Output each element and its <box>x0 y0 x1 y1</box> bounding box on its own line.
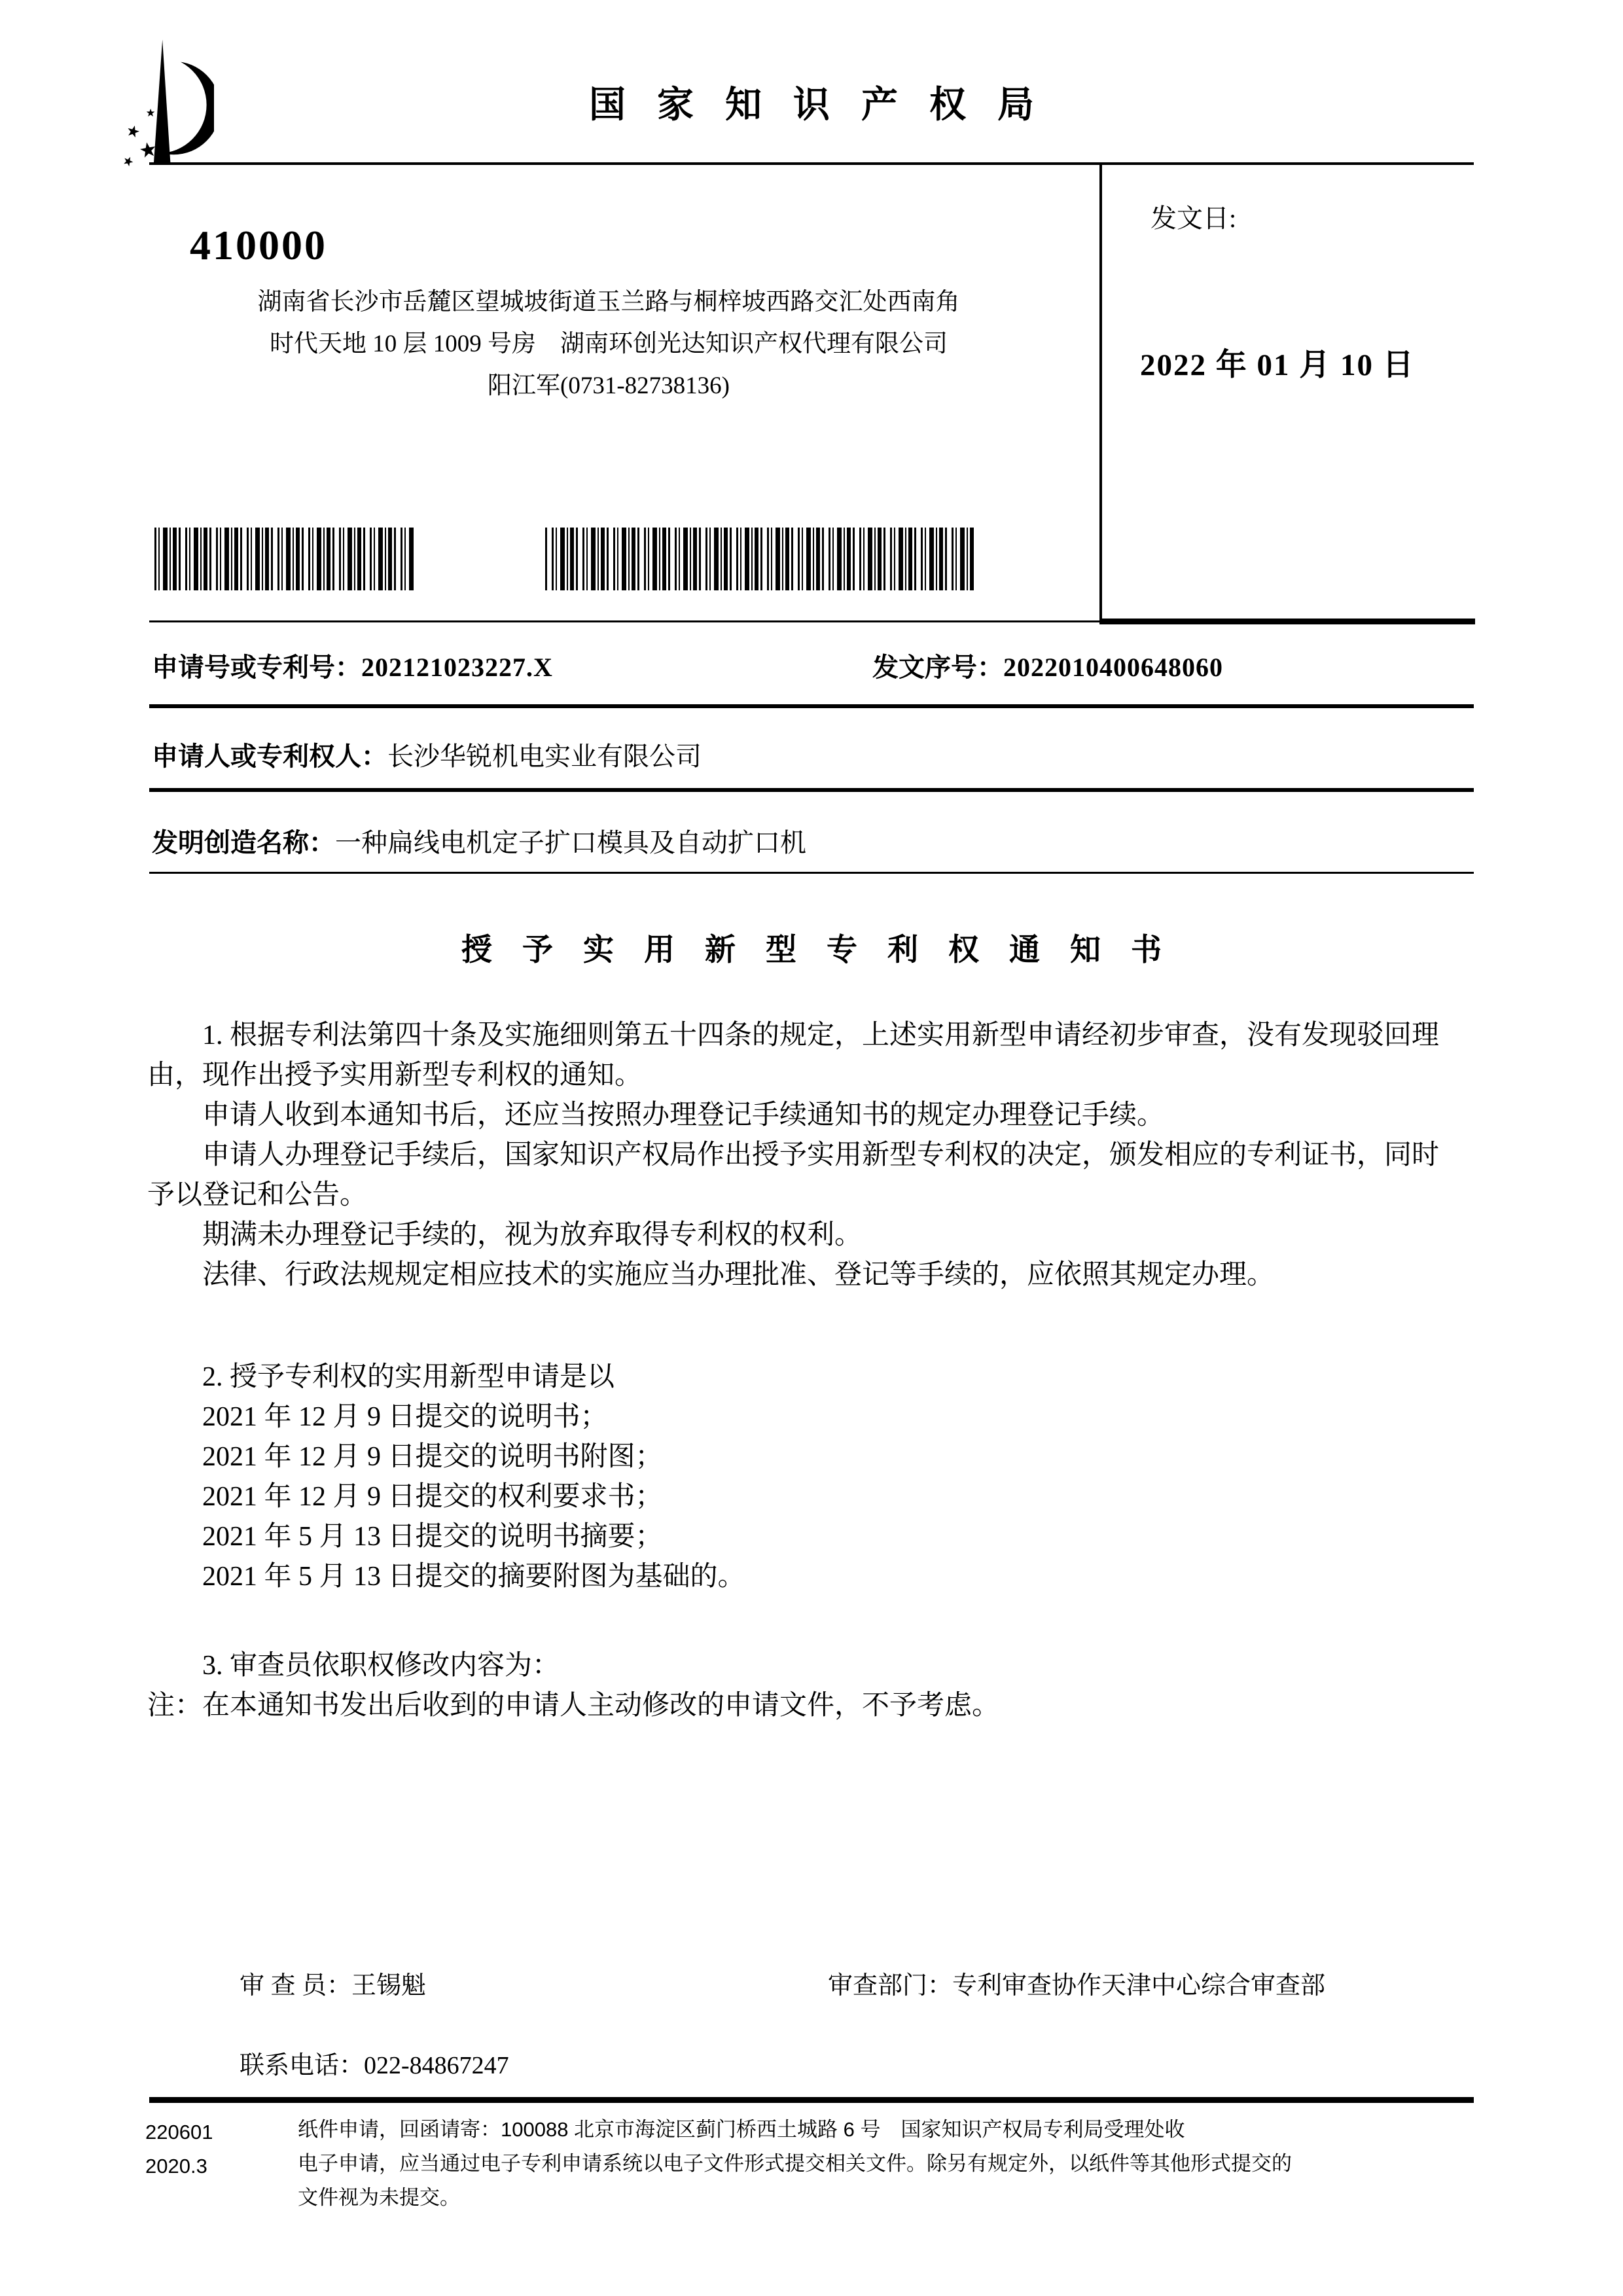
address-line: 阳江军(0731-82738136) <box>488 372 730 399</box>
footer-line: 纸件申请，回函请寄：100088 北京市海淀区蓟门桥西土城路 6 号 国家知识产权局专利局受理处收 <box>298 2118 1185 2141</box>
body-paragraph: 2021 年 12 月 9 日提交的说明书附图； <box>202 1442 663 1472</box>
dispatch-date-label: 发文日: <box>1150 204 1237 233</box>
department-row <box>828 1965 1325 2001</box>
application-number-value: 202121023227.X <box>361 653 553 682</box>
footer-divider <box>149 2097 1474 2103</box>
body-paragraph: 2021 年 5 月 13 日提交的摘要附图为基础的。 <box>202 1562 745 1592</box>
examiner-row <box>240 1965 426 2001</box>
form-codes <box>145 2115 213 2183</box>
contact-phone-value: 022-84867247 <box>364 2052 509 2079</box>
application-number-row <box>152 647 553 684</box>
divider <box>149 620 1099 622</box>
form-code: 220601 <box>145 2121 213 2144</box>
invention-title-value: 一种扁线电机定子扩口模具及自动扩口机 <box>335 828 806 857</box>
application-number-label: 申请号或专利号： <box>152 653 361 682</box>
header-divider <box>149 162 1474 165</box>
divider <box>149 704 1474 708</box>
serial-number-value: 2022010400648060 <box>1003 653 1223 682</box>
dispatch-date-value: 2022 年 01 月 10 日 <box>1140 348 1415 382</box>
notice-title: 授予实用新型专利权通知书 <box>461 933 1192 967</box>
address-line: 时代天地 10 层 1009 号房 湖南环创光达知识产权代理有限公司 <box>270 331 948 357</box>
divider <box>149 872 1474 874</box>
barcode <box>154 528 415 590</box>
body-paragraph: 申请人收到本通知书后，还应当按照办理登记手续通知书的规定办理登记手续。 <box>202 1100 1165 1130</box>
datebox-border <box>1099 162 1102 622</box>
serial-number-row <box>872 647 1223 684</box>
body-paragraph: 1. 根据专利法第四十条及实施细则第五十四条的规定，上述实用新型申请经初步审查，没有发现驳回理由，现作出授予实用新型专利权的通知。 <box>147 1020 1440 1090</box>
address-line: 湖南省长沙市岳麓区望城坡街道玉兰路与桐梓坡西路交汇处西南角 <box>257 289 960 315</box>
footer-line: 电子申请，应当通过电子专利申请系统以电子文件形式提交相关文件。除另有规定外，以纸件等其他形式提交的 <box>298 2152 1292 2175</box>
serial-number-label: 发文序号： <box>872 653 1003 682</box>
notice-body <box>147 1016 1446 1726</box>
postcode: 410000 <box>190 222 327 268</box>
invention-title-label: 发明创造名称： <box>152 828 335 857</box>
contact-phone-row <box>240 2045 509 2081</box>
examiner-label: 审 查 员： <box>240 1972 352 2000</box>
applicant-label: 申请人或专利权人： <box>152 742 387 771</box>
recipient-address <box>151 281 1067 407</box>
footer-line: 文件视为未提交。 <box>298 2186 460 2209</box>
body-paragraph: 申请人办理登记手续后，国家知识产权局作出授予实用新型专利权的决定，颁发相应的专利证书，同时予以登记和公告。 <box>147 1140 1440 1210</box>
department-label: 审查部门： <box>828 1972 953 2000</box>
examiner-name: 王锡魁 <box>351 1972 427 2000</box>
footer-instructions <box>298 2113 1482 2215</box>
body-paragraph: 2. 授予专利权的实用新型申请是以 <box>202 1362 615 1392</box>
invention-title-row <box>152 822 806 859</box>
barcode <box>543 528 974 590</box>
body-paragraph: 3. 审查员依职权修改内容为： <box>202 1651 560 1681</box>
applicant-row <box>152 736 702 773</box>
form-code: 2020.3 <box>145 2155 207 2178</box>
divider <box>149 788 1474 792</box>
body-paragraph: 注：在本通知书发出后收到的申请人主动修改的申请文件，不予考虑。 <box>147 1691 1000 1721</box>
applicant-value: 长沙华锐机电实业有限公司 <box>387 742 702 771</box>
contact-phone-label: 联系电话： <box>240 2052 365 2079</box>
body-paragraph: 2021 年 5 月 13 日提交的说明书摘要； <box>202 1522 663 1552</box>
department-name: 专利审查协作天津中心综合审查部 <box>952 1972 1326 2000</box>
page-title: 国家知识产权局 <box>589 84 1065 125</box>
datebox-bottom-border <box>1099 619 1475 624</box>
body-paragraph: 法律、行政法规规定相应技术的实施应当办理批准、登记等手续的，应依照其规定办理。 <box>202 1260 1275 1290</box>
body-paragraph: 2021 年 12 月 9 日提交的权利要求书； <box>202 1482 663 1512</box>
body-paragraph: 2021 年 12 月 9 日提交的说明书； <box>202 1402 608 1432</box>
body-paragraph: 期满未办理登记手续的，视为放弃取得专利权的权利。 <box>202 1220 863 1250</box>
